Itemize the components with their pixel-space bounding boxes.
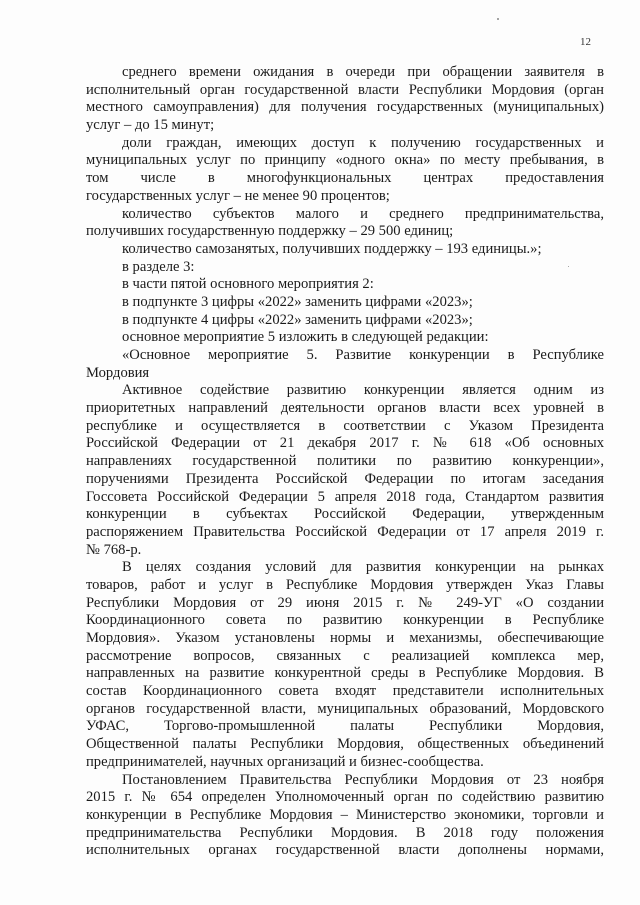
- scan-speck: [497, 18, 499, 20]
- text-line: в подпункте 4 цифры «2022» заменить цифрами «2023»;: [122, 311, 473, 328]
- text-line: Российской Федерации от 21 декабря 2017 г. № 618 «Об основных: [86, 435, 604, 452]
- text-line: количество субъектов малого и среднего предпринимательства,: [122, 205, 604, 222]
- text-line: Мордовия». Указом установлены нормы и механизмы, обеспечивающие: [86, 630, 604, 646]
- text-line: предпринимательства Республики Мордовия. В 2018 году положения: [86, 824, 604, 841]
- text-line: Общественной палаты Республики Мордовия, общественных объединений: [86, 736, 604, 753]
- text-line: исполнительный орган государственной власти Республики Мордовия (орган: [86, 81, 604, 98]
- text-line: в части пятой основного мероприятия 2:: [122, 276, 374, 293]
- text-line: местного самоуправления) для получения государственных (муниципальных): [86, 99, 604, 116]
- text-line: № 768-р.: [86, 541, 142, 558]
- text-line: приоритетных направлений деятельности органов власти всех уровней в: [86, 400, 604, 417]
- text-line: состав Координационного совета входят представители исполнительных: [86, 683, 604, 700]
- text-line: исполнительных органах государственной власти дополнены нормами,: [86, 842, 604, 859]
- text-line: поручениями Президента Российской Федерации по итогам заседания: [86, 470, 604, 487]
- text-line: товаров, работ и услуг в Республике Мордовия утвержден Указ Главы: [86, 576, 604, 593]
- text-line: республике и осуществляется в соответствии с Указом Президента: [86, 417, 604, 434]
- document-body: [86, 64, 604, 860]
- text-line: в разделе 3:: [122, 258, 195, 275]
- text-line: Активное содействие развитию конкуренции является одним из: [122, 382, 604, 399]
- text-line: том числе в многофункциональных центрах предоставления: [86, 170, 604, 187]
- text-line: В целях создания условий для развития конкуренции на рынках: [122, 559, 604, 576]
- text-line: среднего времени ожидания в очереди при обращении заявителя в: [122, 64, 604, 80]
- text-line: получивших государственную поддержку – 29 500 единиц;: [86, 223, 454, 240]
- text-line: органов государственной власти, муниципальных образований, Мордовского: [86, 700, 604, 717]
- text-line: конкуренции в субъектах Российской Федерации, утвержденным: [86, 506, 604, 523]
- text-line: в подпункте 3 цифры «2022» заменить цифрами «2023»;: [122, 293, 473, 310]
- text-line: основное мероприятие 5 изложить в следующей редакции:: [122, 329, 489, 346]
- text-line: предпринимателей, научных организаций и бизнес-сообщества.: [86, 753, 484, 770]
- text-line: количество самозанятых, получивших поддержку – 193 единицы.»;: [122, 240, 542, 257]
- text-line: 2015 г. № 654 определен Уполномоченный орган по содействию развитию: [86, 789, 604, 806]
- text-line: доли граждан, имеющих доступ к получению государственных и: [122, 134, 604, 151]
- text-line: направленных на развитие конкурентной среды в Республике Мордовия. В: [86, 665, 604, 682]
- text-line: направлениях государственной политики по развитию конкуренции»,: [86, 453, 604, 470]
- page-number: 12: [580, 36, 591, 48]
- text-line: Республики Мордовия от 29 июня 2015 г. № 249-УГ «О создании: [86, 594, 604, 611]
- text-line: Координационного совета по развитию конкуренции в Республике: [86, 612, 604, 629]
- text-line: государственных услуг – не менее 90 процентов;: [86, 187, 390, 204]
- text-line: «Основное мероприятие 5. Развитие конкуренции в Республике: [122, 347, 604, 363]
- text-line: муниципальных услуг по принципу «одного окна» по месту пребывания, в: [86, 152, 604, 169]
- text-line: Постановлением Правительства Республики Мордовия от 23 ноября: [122, 771, 604, 788]
- text-line: рассмотрение вопросов, связанных с реализацией комплекса мер,: [86, 647, 604, 664]
- text-line: Госсовета Российской Федерации 5 апреля 2018 года, Стандартом развития: [86, 488, 604, 505]
- text-line: услуг – до 15 минут;: [86, 117, 215, 134]
- text-line: Мордовия: [86, 364, 150, 381]
- text-line: конкуренции в Республике Мордовия – Министерство экономики, торговли и: [86, 806, 604, 823]
- text-line: УФАС, Торгово-промышленной палаты Республики Мордовия,: [86, 718, 604, 735]
- text-line: распоряжением Правительства Российской Федерации от 17 апреля 2019 г.: [86, 523, 604, 540]
